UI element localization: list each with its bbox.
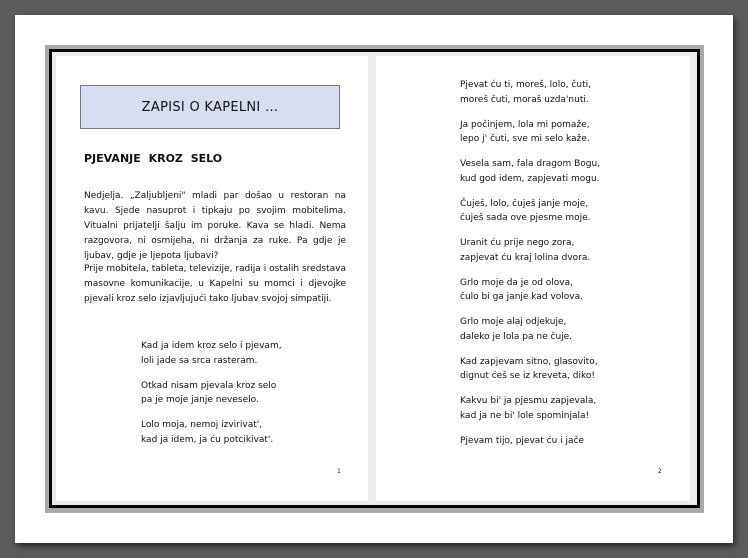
stanza [141,379,282,408]
verse-line: daleko je lola pa ne čuje. [460,331,573,342]
verse-line: moreš čuti, moraš uzda'nuti. [460,94,589,105]
stanza [460,236,600,265]
document-title: ZAPISI O KAPELNI … [141,99,279,115]
stanza [141,418,282,447]
verse-line: pa je moje janje neveselo. [141,395,259,405]
verse-line: lepo j' čuti, sve mi selo kaže. [460,134,590,144]
verse-line: dignut ćeš se iz kreveta, diko! [460,371,596,381]
stanza [460,118,600,147]
verse [141,339,282,458]
page-2 [376,56,690,501]
paragraph: Nedjelja. „Zaljubljeni" mladi par došao u restoran na kavu. Sjede nasuprot i tipkaju po svojim mobitelima. Vitualni prijatelji šalju im poruke. Kava se hladi. Nema razgovora, ni osmijeha, ni držanja za ruke. Pa gdje je ljubav, gdje je ljepota ljubavi? [84,191,346,261]
verse-line: kad ja ne bi' lole spominjala! [460,410,590,421]
verse-line: Kakvu bi' ja pjesmu zapjevala, [460,396,597,406]
verse-line: Kad ja idem kroz selo i pjevam, [141,341,282,351]
stanza [141,339,282,368]
stanza [460,355,600,384]
verse-line: čuješ sada ove pjesme moje. [460,213,591,223]
verse-line: kud god idem, zapjevati mogu. [460,173,600,184]
verse-line: Uranit ću prije nego zora, [460,238,575,248]
verse-line: Grlo moje alaj odjekuje, [460,317,567,327]
section-heading: PJEVANJE KROZ SELO [84,152,223,165]
verse-line: Čuješ, lolo, čuješ janje moje, [460,198,589,209]
stanza [460,197,600,226]
verse-line: Ja počinjem, lola mi pomaže, [460,119,590,130]
page-number: 1 [337,468,341,475]
paragraph: Prije mobitela, tableta, televizije, radija i ostalih sredstava masovne komunikacije, u Kapelni su momci i djevojke pjevali kroz selo izjavljujući tako ljubav svojoj simpatiji. [84,264,346,304]
verse-line: Grlo moje da je od olova, [460,277,573,288]
verse-line: Pjevat ću ti, moreš, lolo, čuti, [460,80,591,90]
verse [460,78,600,459]
page-1 [56,56,368,501]
stanza [460,434,600,449]
verse-line: Pjevam tijo, pjevat ću i jače [460,435,585,446]
page-number: 2 [658,468,662,475]
verse-line: Kad zapjevam sitno, glasovito, [460,356,598,367]
stanza [460,315,600,344]
verse-line: Lolo moja, nemoj izvirivat', [141,420,263,430]
stanza [460,394,600,423]
verse-line: kad ja idem, ja ću potcikivat'. [141,434,274,445]
verse-line: Otkad nisam pjevala kroz selo [141,380,277,391]
verse-line: Vesela sam, fala dragom Bogu, [460,159,601,169]
verse-line: loli jade sa srca rasteram. [141,355,258,366]
stanza [460,157,600,186]
stanza [460,78,600,107]
title-box [80,85,340,129]
verse-line: čulo bi ga janje kad volova. [460,292,583,302]
stanza [460,276,600,305]
verse-line: zapjevat ću kraj lolina dvora. [460,252,591,263]
